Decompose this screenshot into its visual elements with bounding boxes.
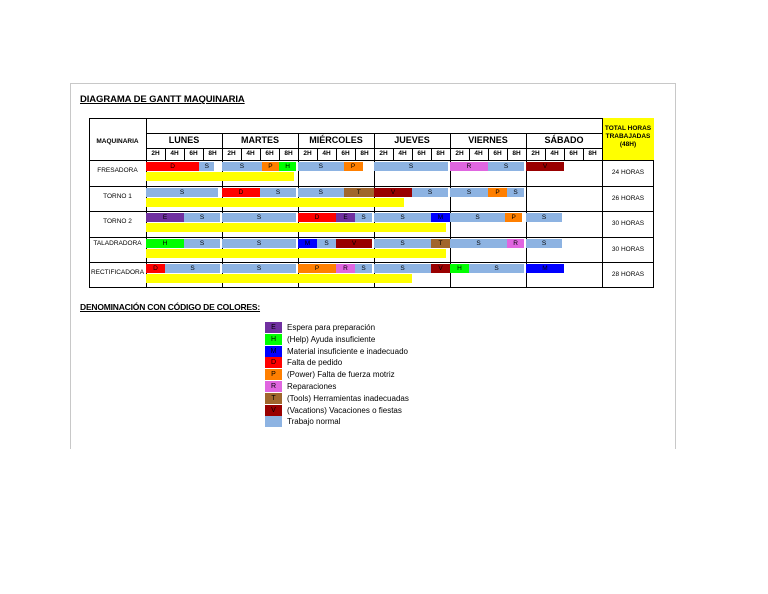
grid-line [507,148,508,160]
hour-header: 4H [550,150,559,157]
status-bar-S: S [222,162,262,171]
status-bar-D: D [222,188,260,197]
legend-swatch: D [265,357,282,368]
legend-label: Material insuficiente e inadecuado [287,346,408,356]
status-bar-S: S [184,213,220,222]
grid-line [184,148,185,160]
legend-swatch: T [265,393,282,404]
status-bar-M: M [298,239,317,248]
hour-header: 4H [246,150,255,157]
total-hours: 30 HORAS [611,245,645,253]
hour-header: 4H [474,150,483,157]
grid-line [355,148,356,160]
status-bar-V: V [431,264,450,273]
grid-line [89,211,654,212]
legend-swatch: M [265,346,282,357]
status-bar-P: P [488,188,507,197]
status-bar-R: R [450,162,488,171]
day-header-3: JUEVES [394,135,430,145]
grid-line [431,148,432,160]
hour-header: 6H [341,150,350,157]
gantt-chart [89,118,654,288]
total-hours: 28 HORAS [611,271,645,278]
status-bar-S: S [526,239,562,248]
status-bar-R: R [336,264,355,273]
status-bar-V: V [374,188,412,197]
hour-header: 2H [303,150,312,157]
status-bar-P: P [505,213,522,222]
legend-label: (Tools) Herramientas inadecuadas [287,393,409,403]
status-bar-S: S [374,213,431,222]
status-bar-S: S [450,188,488,197]
day-header-0: LUNES [168,135,200,145]
status-bar-S: S [526,213,562,222]
legend-label: (Help) Ayuda insuficiente [287,334,376,344]
status-bar-E: E [336,213,355,222]
grid-line [260,148,261,160]
status-bar-S: S [450,213,505,222]
status-bar-S: S [165,264,220,273]
legend-swatch: H [265,334,282,345]
hour-header: 8H [208,150,217,157]
legend-swatch: V [265,405,282,416]
status-bar-D: D [298,213,336,222]
total-hours: 26 HORAS [611,194,645,202]
status-bar-S: S [507,188,524,197]
worked-hours-bar [146,223,446,232]
machine-label: TORNO 1 [103,192,132,200]
hour-header: 8H [360,150,369,157]
grid-line [564,148,565,160]
status-bar-S: S [374,162,448,171]
hour-header: 2H [151,150,160,157]
hour-header: 8H [588,150,597,157]
grid-line [89,262,654,263]
hour-header: 6H [493,150,502,157]
legend-swatch: R [265,381,282,392]
status-bar-S: S [222,239,296,248]
status-bar-S: S [199,162,214,171]
status-bar-S: S [374,264,431,273]
machine-label: FRESADORA [97,167,138,174]
hour-header: 6H [569,150,578,157]
status-bar-S: S [488,162,524,171]
total-hours: 24 HORAS [611,169,645,176]
status-bar-S: S [184,239,220,248]
day-header-5: SÁBADO [544,135,584,145]
grid-line [89,160,654,161]
grid-line [412,148,413,160]
grid-line [241,148,242,160]
hour-header: 8H [284,150,293,157]
total-hours: 30 HORAS [611,220,645,227]
status-bar-E: E [146,213,184,222]
grid-line [89,186,654,187]
status-bar-V: V [336,239,372,248]
status-bar-S: S [222,264,296,273]
grid-line [317,148,318,160]
legend-label: Falta de pedido [287,358,343,368]
status-bar-S: S [317,239,336,248]
hour-header: 2H [227,150,236,157]
legend-label: Trabajo normal [287,417,341,427]
status-bar-T: T [344,188,374,197]
grid-line [583,148,584,160]
hour-header: 4H [322,150,331,157]
status-bar-R: R [507,239,524,248]
status-bar-S: S [146,188,218,197]
status-bar-P: P [344,162,363,171]
hour-header: 4H [170,150,179,157]
machine-header-label: MAQUINARIA [96,138,139,145]
grid-line [89,237,654,238]
hour-header: 6H [265,150,274,157]
legend-title: DENOMINACIÓN CON CÓDIGO DE COLORES: [80,302,261,312]
grid-line [279,148,280,160]
total-header-label: TOTAL HORAS TRABAJADAS (48H) [604,125,652,148]
hour-header: 8H [436,150,445,157]
grid-line [488,148,489,160]
status-bar-S: S [374,239,431,248]
status-bar-M: M [526,264,564,273]
hour-header: 4H [398,150,407,157]
status-bar-H: H [450,264,469,273]
legend-label: Reparaciones [287,382,337,391]
status-bar-P: P [262,162,279,171]
worked-hours-bar [146,249,446,258]
hour-header: 2H [379,150,388,157]
grid-line [336,148,337,160]
status-bar-S: S [298,188,344,197]
worked-hours-bar [146,172,294,181]
legend-label: (Power) Falta de fuerza motriz [287,370,395,380]
status-bar-S: S [355,213,372,222]
hour-header: 6H [189,150,198,157]
status-bar-P: P [298,264,336,273]
status-bar-S: S [222,213,296,222]
page-title: DIAGRAMA DE GANTT MAQUINARIA [80,94,245,105]
status-bar-S: S [298,162,344,171]
status-bar-V: V [526,162,564,171]
status-bar-T: T [431,239,450,248]
machine-label: TALADRADORA [93,239,142,247]
grid-line [393,148,394,160]
status-bar-S: S [260,188,296,197]
grid-line [165,148,166,160]
legend-label: (Vacations) Vacaciones o fiestas [287,405,402,415]
machine-label: TORNO 2 [103,218,132,225]
day-header-4: VIERNES [468,135,508,145]
day-header-1: MARTES [241,135,279,145]
status-bar-M: M [431,213,450,222]
grid-line [469,148,470,160]
hour-header: 2H [531,150,540,157]
status-bar-H: H [146,239,184,248]
status-bar-D: D [146,162,199,171]
day-header-2: MIÉRCOLES [309,135,363,145]
machine-label: RECTIFICADORA [90,269,145,276]
legend-swatch: E [265,322,282,333]
hour-header: 8H [512,150,521,157]
worked-hours-bar [146,274,412,283]
status-bar-H: H [279,162,296,171]
hour-header: 6H [417,150,426,157]
legend-swatch [265,416,282,427]
status-bar-D: D [146,264,165,273]
status-bar-S: S [450,239,507,248]
legend-label: Espera para preparación [287,323,376,332]
grid-line [203,148,204,160]
hour-header: 2H [455,150,464,157]
status-bar-S: S [355,264,372,273]
legend-swatch: P [265,369,282,380]
worked-hours-bar [146,198,404,207]
grid-line [545,148,546,160]
status-bar-S: S [412,188,448,197]
status-bar-S: S [469,264,524,273]
